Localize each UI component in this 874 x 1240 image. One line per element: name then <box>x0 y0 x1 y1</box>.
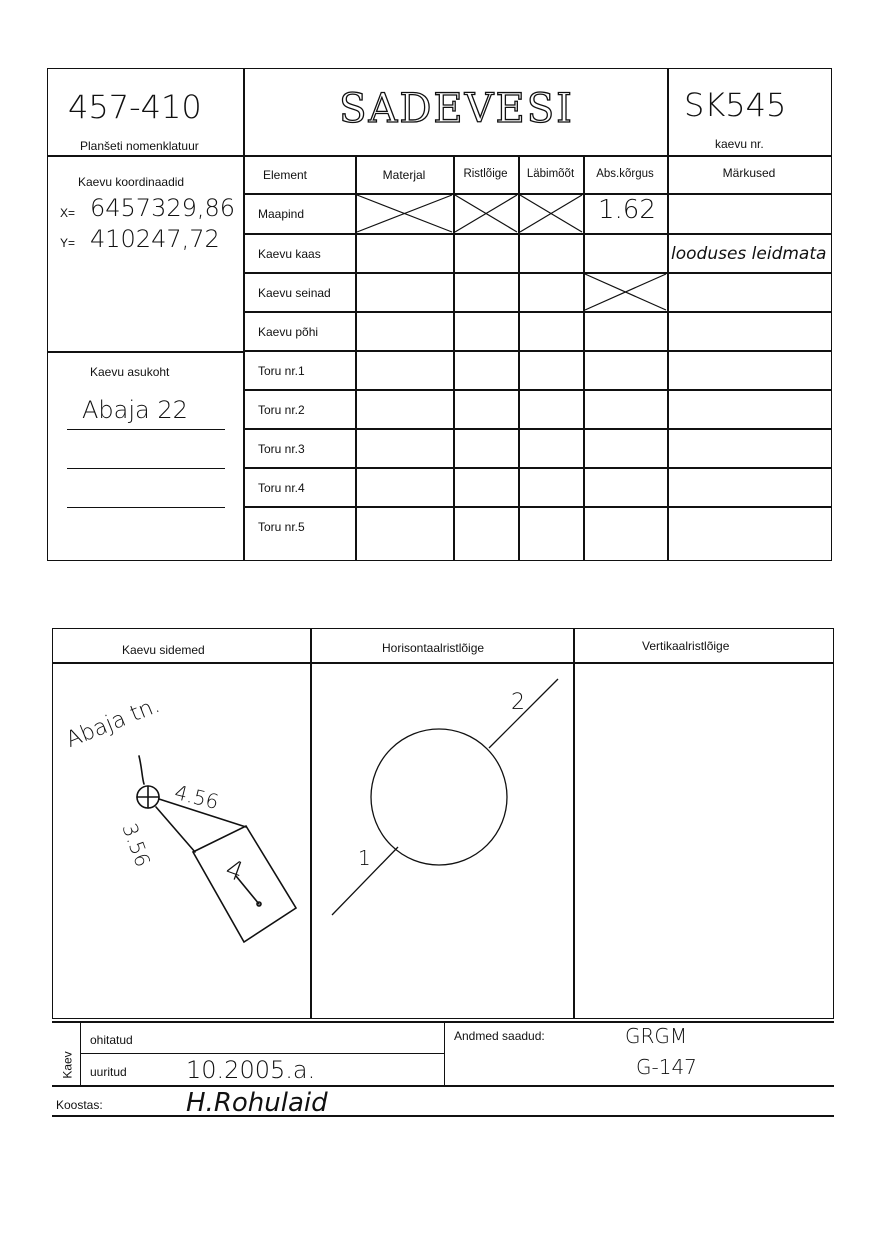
y-value: 410247,72 <box>90 225 220 253</box>
measured-label: uuritud <box>90 1065 127 1079</box>
compiled-label: Koostas: <box>56 1098 103 1112</box>
coordinates-label: Kaevu koordinaadid <box>78 175 185 189</box>
column-header-abs-height: Abs.kõrgus <box>596 168 654 180</box>
column-header-cross-section: Ristlõige <box>463 168 508 180</box>
footer-line <box>444 1021 445 1085</box>
measured-value: 10.2005.a. <box>186 1056 316 1084</box>
location-address: Abaja 22 <box>82 396 188 424</box>
x-label: X= <box>60 206 76 220</box>
well-number: SK545 <box>684 86 787 124</box>
footer-side-label: Kaev <box>60 1051 75 1079</box>
row-label: Toru nr.3 <box>258 442 305 456</box>
footer-line <box>52 1115 834 1117</box>
column-header-notes: Märkused <box>722 166 776 180</box>
row-label: Toru nr.1 <box>258 364 305 378</box>
row-label: Kaevu seinad <box>258 286 331 300</box>
row-label: Toru nr.2 <box>258 403 305 417</box>
pipe-number-sketch: 4 <box>221 854 248 888</box>
distance-1: 4.56 <box>172 780 222 815</box>
source-value-2: G-147 <box>636 1055 697 1079</box>
source-label: Andmed saadud: <box>454 1029 545 1043</box>
row-label: Kaevu kaas <box>258 247 321 261</box>
row-label: Kaevu põhi <box>258 325 319 339</box>
column-header-diameter: Läbimõõt <box>526 168 575 180</box>
location-label: Kaevu asukoht <box>90 365 170 379</box>
pipe-label-2: 2 <box>511 690 525 715</box>
abs-height-value: 1.62 <box>598 195 656 225</box>
street-label: Abaja tn. <box>62 692 164 753</box>
row-label: Maapind <box>258 207 305 221</box>
well-number-label: kaevu nr. <box>715 137 764 151</box>
footer-line <box>52 1021 834 1023</box>
panel-title-vertical: Vertikaalristlõige <box>642 639 730 653</box>
distance-2: 3.56 <box>117 820 156 871</box>
row-label: Toru nr.4 <box>258 481 305 495</box>
footer-line <box>52 1085 834 1087</box>
map-number: 457-410 <box>68 88 202 126</box>
footer-line <box>80 1053 444 1054</box>
source-value-1: GRGM <box>625 1024 688 1048</box>
compiled-value: H.Rohulaid <box>186 1088 328 1118</box>
note-value: looduses leidmata <box>671 244 827 264</box>
checked-label: ohitatud <box>90 1033 133 1047</box>
pipe-label-1: 1 <box>358 846 371 870</box>
row-label: Toru nr.5 <box>258 520 305 534</box>
footer-line <box>80 1021 81 1085</box>
panel-title-connections: Kaevu sidemed <box>122 643 205 657</box>
column-header-element: Element <box>262 168 308 182</box>
column-header-material: Materjal <box>382 168 426 182</box>
page-title: SADEVESI <box>339 86 574 132</box>
y-label: Y= <box>60 236 76 250</box>
x-value: 6457329,86 <box>90 194 236 222</box>
map-number-label: Planšeti nomenklatuur <box>80 139 199 153</box>
panel-title-horizontal: Horisontaalristlõige <box>382 641 485 655</box>
